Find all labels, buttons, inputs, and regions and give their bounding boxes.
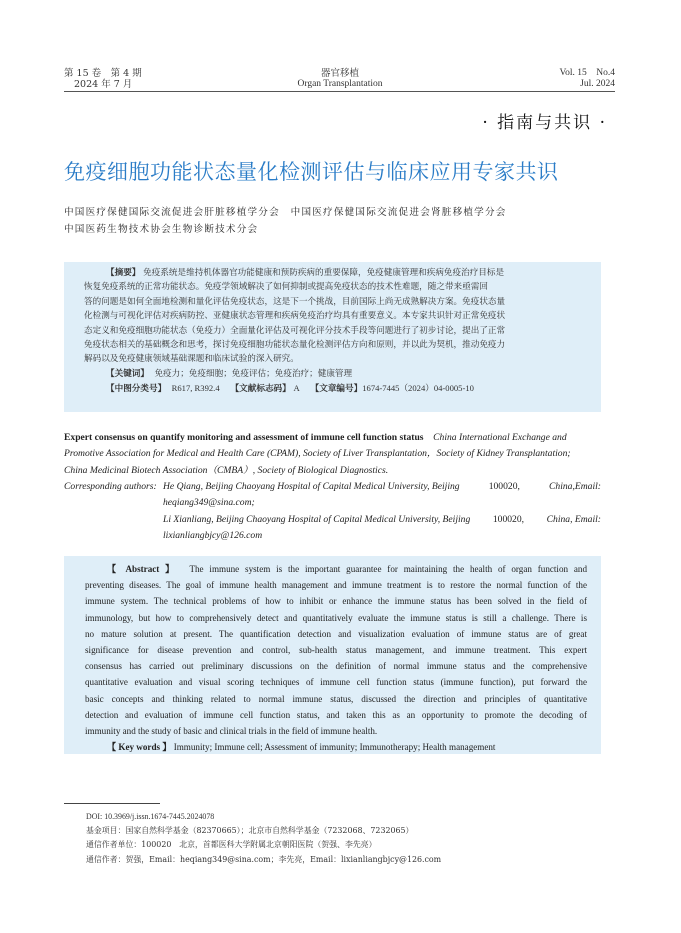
en-abstract-line: preventing diseases. The goal of immune health management and immune treatment is to restore the normal function of the <box>85 580 587 591</box>
section-label: · 指南与共识 · <box>482 113 607 133</box>
volume-number-en: Vol. 15 No.4 <box>559 68 615 78</box>
cn-keywords-label: 【关键词】 <box>106 368 149 379</box>
fund-info: 基金项目：国家自然科学基金（82370665）；北京市自然科学基金（7232068、7232065） <box>86 826 414 836</box>
en-abstract-line: no mature solution at present. The quantification detection and visualization evaluation of immune status are of great <box>85 628 587 639</box>
author-groups <box>64 204 507 238</box>
doi: DOI: 10.3969/j.issn.1674-7445.2024078 <box>86 812 215 821</box>
en-abstract-line: quantitative evaluation and visual scoring techniques of immune cell function status (immune function), put forward the <box>85 677 587 688</box>
footnote-rule <box>64 803 160 804</box>
cn-keywords: 【关键词】 免疫力；免疫细胞；免疫评估；免疫治疗；健康管理 <box>106 368 353 379</box>
cn-abstract-line: 化检测与可视化评估对疾病防控、亚健康状态管理和疾病免疫治疗均具有重要意义。本专家共识针对正常免疫状 <box>84 311 506 322</box>
en-article-title: Expert consensus on quantify monitoring and assessment of immune cell function status <box>64 432 424 443</box>
en-keywords-label: 【 Key words 】 <box>107 742 172 753</box>
en-title-block <box>64 430 602 545</box>
corresponding-2: Li Xianliang, Beijing Chaoyang Hospital of Capital Medical University, Beijing 100020, China, Email: lixianliangbjcy@126.com <box>163 513 601 542</box>
en-title-line-1 <box>64 430 602 446</box>
cn-abstract-line: 免疫状态相关的基础概念和思考，探讨免疫细胞功能状态量化检测评估方向和原则，并以此为契机，推动免疫力 <box>84 340 506 351</box>
running-header-right <box>559 68 615 90</box>
en-abstract-line: immune system. The technical problems of how to inhibit or enhance the immune status has been solved in the field of <box>85 596 587 607</box>
correspondence-author: 通信作者：贺强，Email：heqiang349@sina.com；李先亮，Email：lixianliangbjcy@126.com <box>86 854 442 864</box>
en-abstract-line: consensus has carried out preliminary discussions on the definition of normal immune status and the comprehensive <box>85 661 587 672</box>
en-abstract-line: 【 Abstract 】 The immune system is the important guarantee for maintaining the health of organ function and <box>107 564 588 574</box>
issue-date-en: Jul. 2024 <box>580 79 615 89</box>
running-header-left <box>64 68 142 90</box>
en-keywords: 【 Key words 】 Immunity; Immune cell; Assessment of immunity; Immunotherapy; Health management <box>107 742 496 753</box>
cn-abstract-label: 【摘要】 <box>106 268 141 278</box>
en-abstract-line: immunity and the study of basic and clinical trials in the field of immune health. <box>85 726 378 737</box>
cn-classification: 【中图分类号】 R617, R392.4 【文献标志码】 A 【文章编号】1674-7445（2024）04-0005-10 <box>106 383 474 395</box>
author-line-1: 中国医疗保健国际交流促进会肝脏移植学分会 中国医疗保健国际交流促进会肾脏移植学分会 <box>64 207 507 218</box>
en-abstract-line: immunology, but how to comprehensively detect and quantitatively evaluate the immune status is still a challenge. There is <box>85 612 587 623</box>
en-org: China International Exchange and <box>433 432 567 443</box>
author-line-2: 中国医药生物技术协会生物诊断技术分会 <box>64 224 259 235</box>
footnotes <box>86 810 441 867</box>
cn-abstract-line: 解码以及免疫健康领域基础课题和临床试验的深入研究。 <box>84 354 299 365</box>
volume-issue: 第 15 卷 第 4 期 <box>64 68 142 79</box>
en-abstract-line: significance for disease prevention and control, sub-health status management, and immune treatment. This expert <box>85 645 587 656</box>
cn-abstract-line: 恢复免疫系统的正常功能状态。免疫学领域解决了如何抑制或提高免疫状态的技术性难题，随之带来亟需回 <box>84 282 488 293</box>
correspondence-unit: 通信作者单位：100020 北京，首都医科大学附属北京朝阳医院（贺强、李先亮） <box>86 840 377 850</box>
en-abstract-label: 【 Abstract 】 <box>107 564 178 574</box>
corresponding-label: Corresponding authors: <box>64 480 157 492</box>
issue-date: 2024 年 7 月 <box>74 79 133 90</box>
corresponding-authors <box>64 479 602 545</box>
running-header-center <box>240 68 440 90</box>
en-org-line: China Medicinal Biotech Association（CMBA）, Society of Biological Diagnostics. <box>64 464 389 476</box>
en-abstract-line: detection and evaluation of immune cell function status, and taken this as an opportunity to promote the decoding of <box>85 709 587 720</box>
en-abstract-line: basic concepts and thinking related to normal immune status, discussed the direction and principles of quantitative <box>85 693 587 704</box>
cn-abstract-text <box>84 266 594 397</box>
en-abstract-text <box>85 561 587 755</box>
cn-abstract-line: 态定义和免疫细胞功能状态（免疫力）全面量化评估及可视化评分技术手段等问题进行了初步讨论，提出了正常 <box>84 325 506 336</box>
cn-abstract-line: 答的问题是如何全面地检测和量化评估免疫状态，这是下一个挑战，目前国际上尚无成熟解决方案。免疫状态量 <box>84 296 506 307</box>
en-abstract-box <box>64 556 601 754</box>
corresponding-1: He Qiang, Beijing Chaoyang Hospital of Capital Medical University, Beijing 100020, China,Email: heqiang349@sina.com; <box>163 480 601 509</box>
cn-abstract-line: 【摘要】 免疫系统是维持机体器官功能健康和预防疾病的重要保障，免疫健康管理和疾病免疫治疗目标是 <box>106 268 505 278</box>
en-org-line: Promotive Association for Medical and Health Care (CPAM), Society of Liver Transplantation，Society of Kidney Transplantation; <box>64 448 571 460</box>
journal-name-en: Organ Transplantation <box>297 79 383 89</box>
article-title: 免疫细胞功能状态量化检测评估与临床应用专家共识 <box>64 160 559 184</box>
journal-name-cn: 器官移植 <box>320 68 359 79</box>
cn-abstract-box <box>64 262 601 412</box>
header-rule <box>64 91 615 92</box>
